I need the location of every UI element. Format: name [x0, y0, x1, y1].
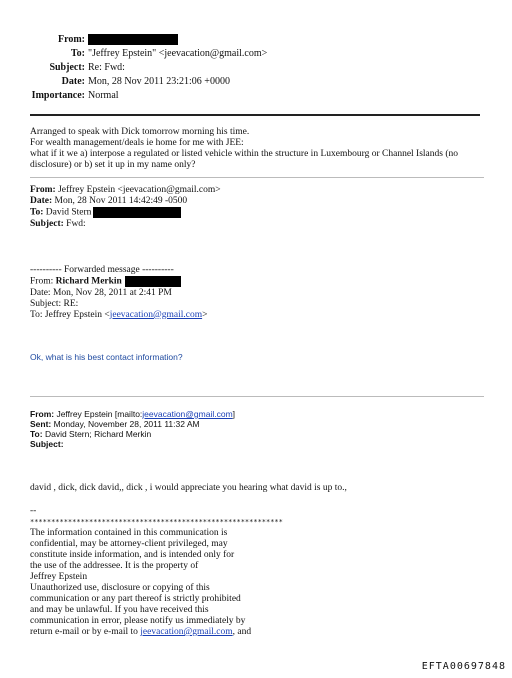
date-label: Date:: [61, 76, 85, 87]
to-label: To:: [70, 48, 85, 59]
q1-to-label: To:: [30, 207, 44, 218]
q1-subject-value: Fwd:: [63, 218, 86, 229]
q2-subject-label: Subject:: [30, 439, 64, 449]
signature-stars: ************************************************************: [30, 518, 283, 526]
quote-divider-1: [30, 177, 484, 178]
q1-subject-label: Subject:: [30, 218, 64, 229]
signature-dashes: --: [30, 506, 37, 516]
q1-from-label: From:: [30, 185, 56, 195]
forward-marker: ---------- Forwarded message ----------: [30, 265, 174, 275]
reply-line: Arranged to speak with Dick tomorrow morning his time.: [30, 127, 250, 137]
disclaimer-line: communication in error, please notify us immediately by: [30, 616, 246, 626]
fwd-date-line: Date: Mon, Nov 28, 2011 at 2:41 PM: [30, 287, 172, 298]
subject-value: Re: Fwd:: [88, 62, 125, 73]
q2-sent-value: Monday, November 28, 2011 11:32 AM: [51, 419, 200, 429]
fwd-from-name: Richard Merkin: [55, 276, 122, 287]
importance-label: Importance:: [31, 90, 85, 101]
fwd-from-redaction: [125, 276, 181, 287]
to-value: "Jeffrey Epstein" <jeevacation@gmail.com>: [88, 48, 268, 59]
q2-from-suffix: ]: [232, 409, 236, 419]
reply-line: what if it we a) interpose a regulated or listed vehicle within the structure in Luxembourg or Channel Islands (no: [30, 149, 458, 159]
signature-block: [30, 506, 283, 638]
q1-to-value: David Stern: [43, 207, 92, 218]
fwd-to-prefix: To: Jeffrey Epstein <: [30, 309, 110, 320]
subject-label: Subject:: [49, 62, 85, 73]
fwd-to-suffix: >: [202, 309, 208, 320]
disclaimer-line: Unauthorized use, disclosure or copying of this: [30, 583, 210, 593]
q2-from-email-link[interactable]: jeevacation@gmail.com: [142, 409, 233, 419]
disclaimer-last-prefix: return e-mail or by e-mail to: [30, 627, 141, 637]
reply-line: disclosure) or b) set it up in my name only?: [30, 160, 196, 170]
q1-from-value: Jeffrey Epstein <jeevacation@gmail.com>: [55, 185, 221, 195]
quoted-header-2: [30, 409, 235, 449]
quote-divider-2: [30, 396, 484, 397]
disclaimer-line: and may be unlawful. If you have received this: [30, 605, 209, 615]
bates-stamp: EFTA00697848: [421, 661, 506, 672]
forwarded-message: [30, 265, 207, 321]
importance-value: Normal: [88, 90, 119, 101]
q2-from-label: From:: [30, 409, 55, 419]
header-divider: [30, 114, 480, 116]
quoted-header-1: [30, 185, 221, 230]
disclaimer-email-link[interactable]: jeevacation@gmail.com: [140, 627, 233, 637]
q2-to-label: To:: [30, 429, 43, 439]
q2-to-value: David Stern; Richard Merkin: [42, 429, 152, 439]
disclaimer-line: Jeffrey Epstein: [30, 572, 88, 582]
q1-to-redaction: [93, 207, 181, 218]
fwd-subject-line: Subject: RE:: [30, 298, 79, 309]
reply-line: For wealth management/deals ie home for me with JEE:: [30, 138, 244, 148]
disclaimer-line: confidential, may be attorney-client privileged, may: [30, 539, 228, 549]
disclaimer-line: communication or any part thereof is strictly prohibited: [30, 594, 241, 604]
from-redaction: [88, 34, 178, 46]
fwd-from-prefix: From:: [30, 276, 56, 287]
q2-from-prefix: Jeffrey Epstein [mailto:: [54, 409, 143, 419]
disclaimer-line: The information contained in this communication is: [30, 528, 228, 538]
disclaimer-last-suffix: , and: [232, 627, 252, 637]
disclaimer-line: constitute inside information, and is intended only for: [30, 550, 235, 560]
disclaimer-line: the use of the addressee. It is the property of: [30, 561, 199, 571]
from-label: From:: [57, 34, 85, 45]
original-body: david , dick, dick david,, dick , i would appreciate you hearing what david is up to.,: [30, 483, 347, 493]
date-value: Mon, 28 Nov 2011 23:21:06 +0000: [88, 76, 230, 87]
fwd-to-email-link[interactable]: jeevacation@gmail.com: [109, 309, 203, 320]
q1-date-value: Mon, 28 Nov 2011 14:42:49 -0500: [52, 196, 188, 206]
q2-sent-label: Sent:: [30, 419, 52, 429]
merkin-reply: Ok, what is his best contact information?: [30, 352, 183, 362]
q1-date-label: Date:: [30, 196, 53, 206]
reply-body: [30, 127, 458, 171]
